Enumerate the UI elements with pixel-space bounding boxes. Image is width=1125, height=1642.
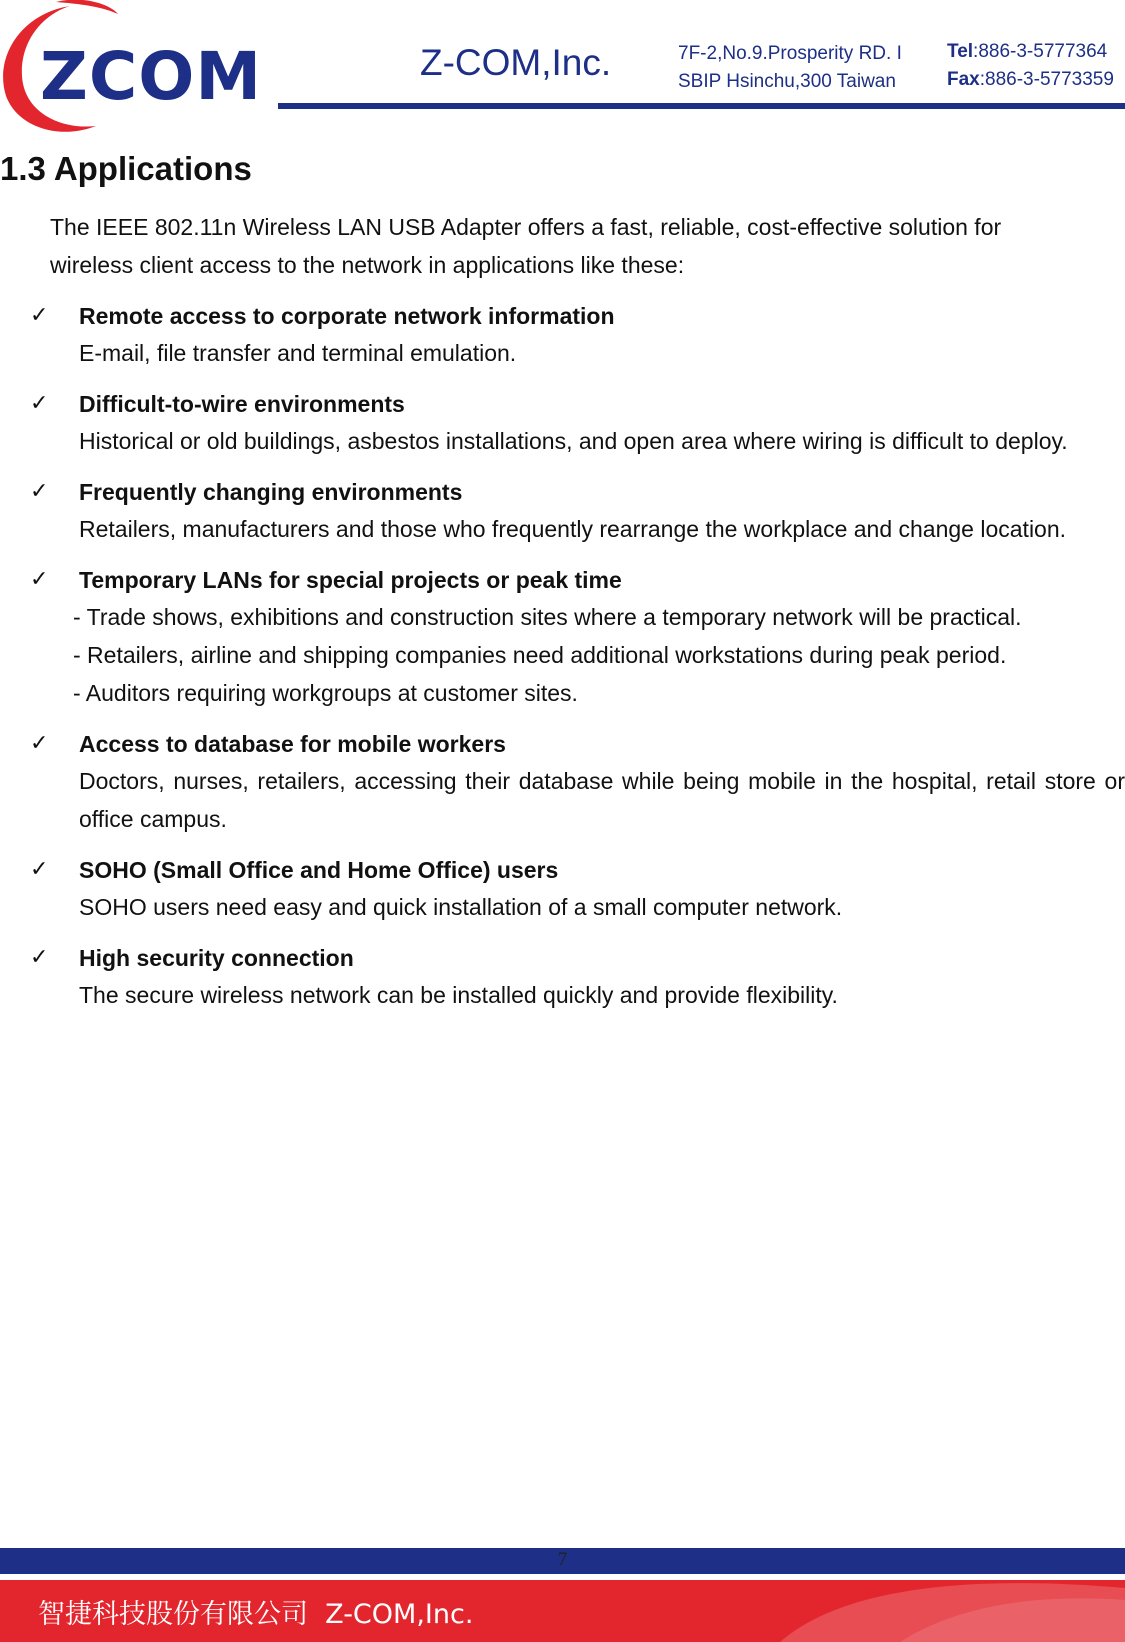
- item-description: Retailers, manufacturers and those who frequently rearrange the workplace and change location.: [79, 516, 1067, 542]
- item-sub-line: - Retailers, airline and shipping companies need additional workstations during peak period.: [73, 642, 1007, 668]
- checkmark-icon: ✓: [30, 391, 49, 416]
- company-address: [678, 40, 902, 96]
- checkmark-icon: ✓: [30, 567, 49, 592]
- footer-banner: [0, 1580, 1125, 1642]
- page-header: [0, 0, 1125, 140]
- list-item: [0, 474, 1125, 548]
- item-description: The secure wireless network can be installed quickly and provide flexibility.: [79, 982, 838, 1008]
- item-description: Historical or old buildings, asbestos installations, and open area where wiring is difficult to deploy.: [79, 428, 1068, 454]
- zcom-logo: [0, 0, 280, 135]
- item-title: Temporary LANs for special projects or peak time: [79, 567, 622, 593]
- item-title: Difficult-to-wire environments: [79, 391, 405, 417]
- tel-label: Tel: [947, 41, 974, 62]
- checkmark-icon: ✓: [30, 945, 49, 970]
- tel-value: :886-3-5777364: [973, 41, 1108, 62]
- page-number: 7: [557, 1549, 568, 1570]
- company-contact: [947, 38, 1114, 94]
- logo-wordmark: ZCOM: [40, 38, 263, 115]
- section-title: 1.3 Applications: [0, 150, 252, 187]
- checkmark-icon: ✓: [30, 303, 49, 328]
- item-description: SOHO users need easy and quick installation of a small computer network.: [79, 894, 843, 920]
- fax-line: [947, 66, 1114, 94]
- checkmark-icon: ✓: [30, 479, 49, 504]
- fax-label: Fax: [947, 69, 980, 90]
- fax-value: :886-3-5773359: [979, 69, 1114, 90]
- item-title: SOHO (Small Office and Home Office) users: [79, 857, 559, 883]
- item-title: Frequently changing environments: [79, 479, 463, 505]
- list-item: [0, 940, 1125, 1014]
- section-intro: The IEEE 802.11n Wireless LAN USB Adapter offers a fast, reliable, cost-effective solution for wireless client access to the network in applications like these:: [50, 214, 1002, 278]
- checkmark-icon: ✓: [30, 731, 49, 756]
- address-line-2: SBIP Hsinchu,300 Taiwan: [678, 71, 896, 92]
- footer-chinese-name: 智捷科技股份有限公司: [38, 1599, 308, 1630]
- item-sub-line: - Auditors requiring workgroups at customer sites.: [73, 680, 578, 706]
- address-line-1: 7F-2,No.9.Prosperity RD. I: [678, 43, 902, 64]
- footer-company-text: [38, 1592, 473, 1631]
- footer-company-name: Z-COM,Inc.: [325, 1599, 474, 1630]
- checkmark-icon: ✓: [30, 857, 49, 882]
- item-sub-line: - Trade shows, exhibitions and construction sites where a temporary network will be practical.: [73, 604, 1022, 630]
- list-item: [0, 726, 1125, 838]
- company-name: Z-COM,Inc.: [420, 42, 612, 83]
- header-divider: [278, 103, 1125, 109]
- tel-line: [947, 38, 1114, 66]
- list-item: [0, 562, 1125, 712]
- list-item: [0, 386, 1125, 460]
- list-item: [0, 852, 1125, 926]
- item-title: Access to database for mobile workers: [79, 731, 506, 757]
- item-title: Remote access to corporate network information: [79, 303, 615, 329]
- item-description: E-mail, file transfer and terminal emulation.: [79, 340, 517, 366]
- list-item: [0, 298, 1125, 372]
- item-description: Doctors, nurses, retailers, accessing their database while being mobile in the hospital, retail store or office campus.: [79, 768, 1125, 832]
- item-title: High security connection: [79, 945, 354, 971]
- applications-list: [0, 298, 1125, 1028]
